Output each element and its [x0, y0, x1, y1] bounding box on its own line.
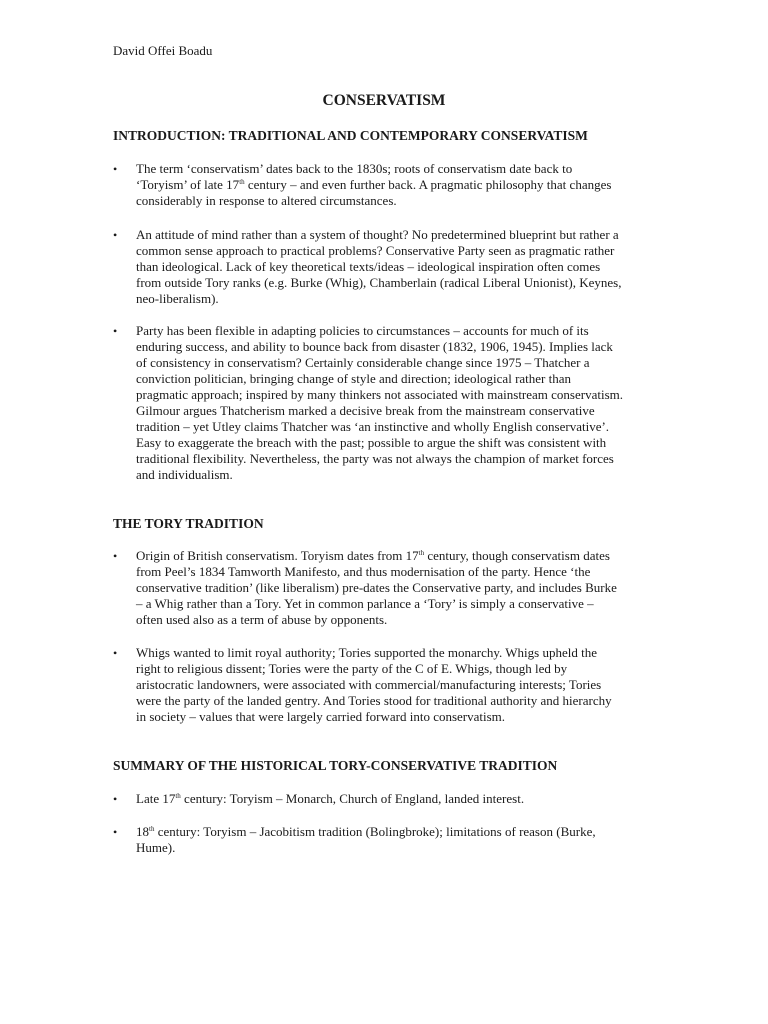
- bullet-icon: •: [113, 792, 118, 806]
- bullet-text: Origin of British conservatism. Toryism dates from 17th century, though conservatism dates from Peel’s 1834 Tamworth Manifesto, and thus modernisation of the party. Hence ‘the conservative tradition’ (like liberalism) pre-dates the Conservative party, and includes Burke – a Whig rather than a Tory. Yet in common parlance a ‘Tory’ is simply a conservative – often used also as a term of abuse by opponents.: [136, 548, 617, 627]
- bullet-text: Party has been flexible in adapting policies to circumstances – accounts for much of its enduring success, and ability to bounce back from disaster (1832, 1906, 1945). Implies lack of consistency in conservatism? Certainly considerable change since 1975 – Thatcher a conviction politician, bringing change of style and direction; ideological rather than pragmatic approach; inspired by many thinkers not associated with mainstream conservatism. Gilmour argues Thatcherism marked a decisive break from the mainstream conservative tradition – yet Utley claims Thatcher was ‘an instinctive and wholly English conservative’. Easy to exaggerate the breach with the past; possible to argue the shift was consistent with traditional flexibility. Nevertheless, the party was not always the champion of market forces and individualism.: [136, 323, 624, 482]
- author-name: David Offei Boadu: [113, 43, 213, 58]
- section-heading-summary: SUMMARY OF THE HISTORICAL TORY-CONSERVATIVE TRADITION: [113, 758, 558, 773]
- bullet-text: The term ‘conservatism’ dates back to the 1830s; roots of conservatism date back to ‘Toryism’ of late 17th century – and even further back. A pragmatic philosophy that changes considerably in response to altered circumstances.: [136, 161, 612, 208]
- bullet-item: [113, 548, 658, 628]
- bullet-icon: •: [113, 162, 118, 176]
- bullet-item: [113, 645, 658, 725]
- page-title: CONSERVATISM: [322, 92, 446, 109]
- bullet-text: Late 17th century: Toryism – Monarch, Church of England, landed interest.: [136, 791, 525, 806]
- bullet-icon: •: [113, 228, 118, 242]
- bullet-item: [113, 824, 658, 856]
- section-heading-introduction: INTRODUCTION: TRADITIONAL AND CONTEMPORARY CONSERVATISM: [113, 128, 588, 143]
- bullet-item: [113, 161, 658, 209]
- section-heading-tory-tradition: THE TORY TRADITION: [113, 516, 264, 531]
- bullet-text: An attitude of mind rather than a system of thought? No predetermined blueprint but rather a common sense approach to practical problems? Conservative Party seen as pragmatic rather than ideological. Lack of key theoretical texts/ideas – ideological inspiration often comes from outside Tory ranks (e.g. Burke (Whig), Chamberlain (radical Liberal Unionist), Keynes, neo-liberalism).: [136, 227, 622, 306]
- bullet-icon: •: [113, 549, 118, 563]
- bullet-item: [113, 227, 658, 307]
- bullet-item: [113, 323, 658, 483]
- bullet-item: [113, 791, 658, 807]
- bullet-icon: •: [113, 324, 118, 338]
- bullet-icon: •: [113, 646, 118, 660]
- bullet-text: Whigs wanted to limit royal authority; Tories supported the monarchy. Whigs upheld the right to religious dissent; Tories were the party of the C of E. Whigs, though led by aristocratic landowners, were associated with commercial/manufacturing interests; Tories were the party of the landed gentry. And Tories stood for traditional authority and hierarchy in society – values that were largely carried forward into conservatism.: [136, 645, 612, 724]
- bullet-text: 18th century: Toryism – Jacobitism tradition (Bolingbroke); limitations of reason (Burke, Hume).: [136, 824, 596, 855]
- bullet-icon: •: [113, 825, 118, 839]
